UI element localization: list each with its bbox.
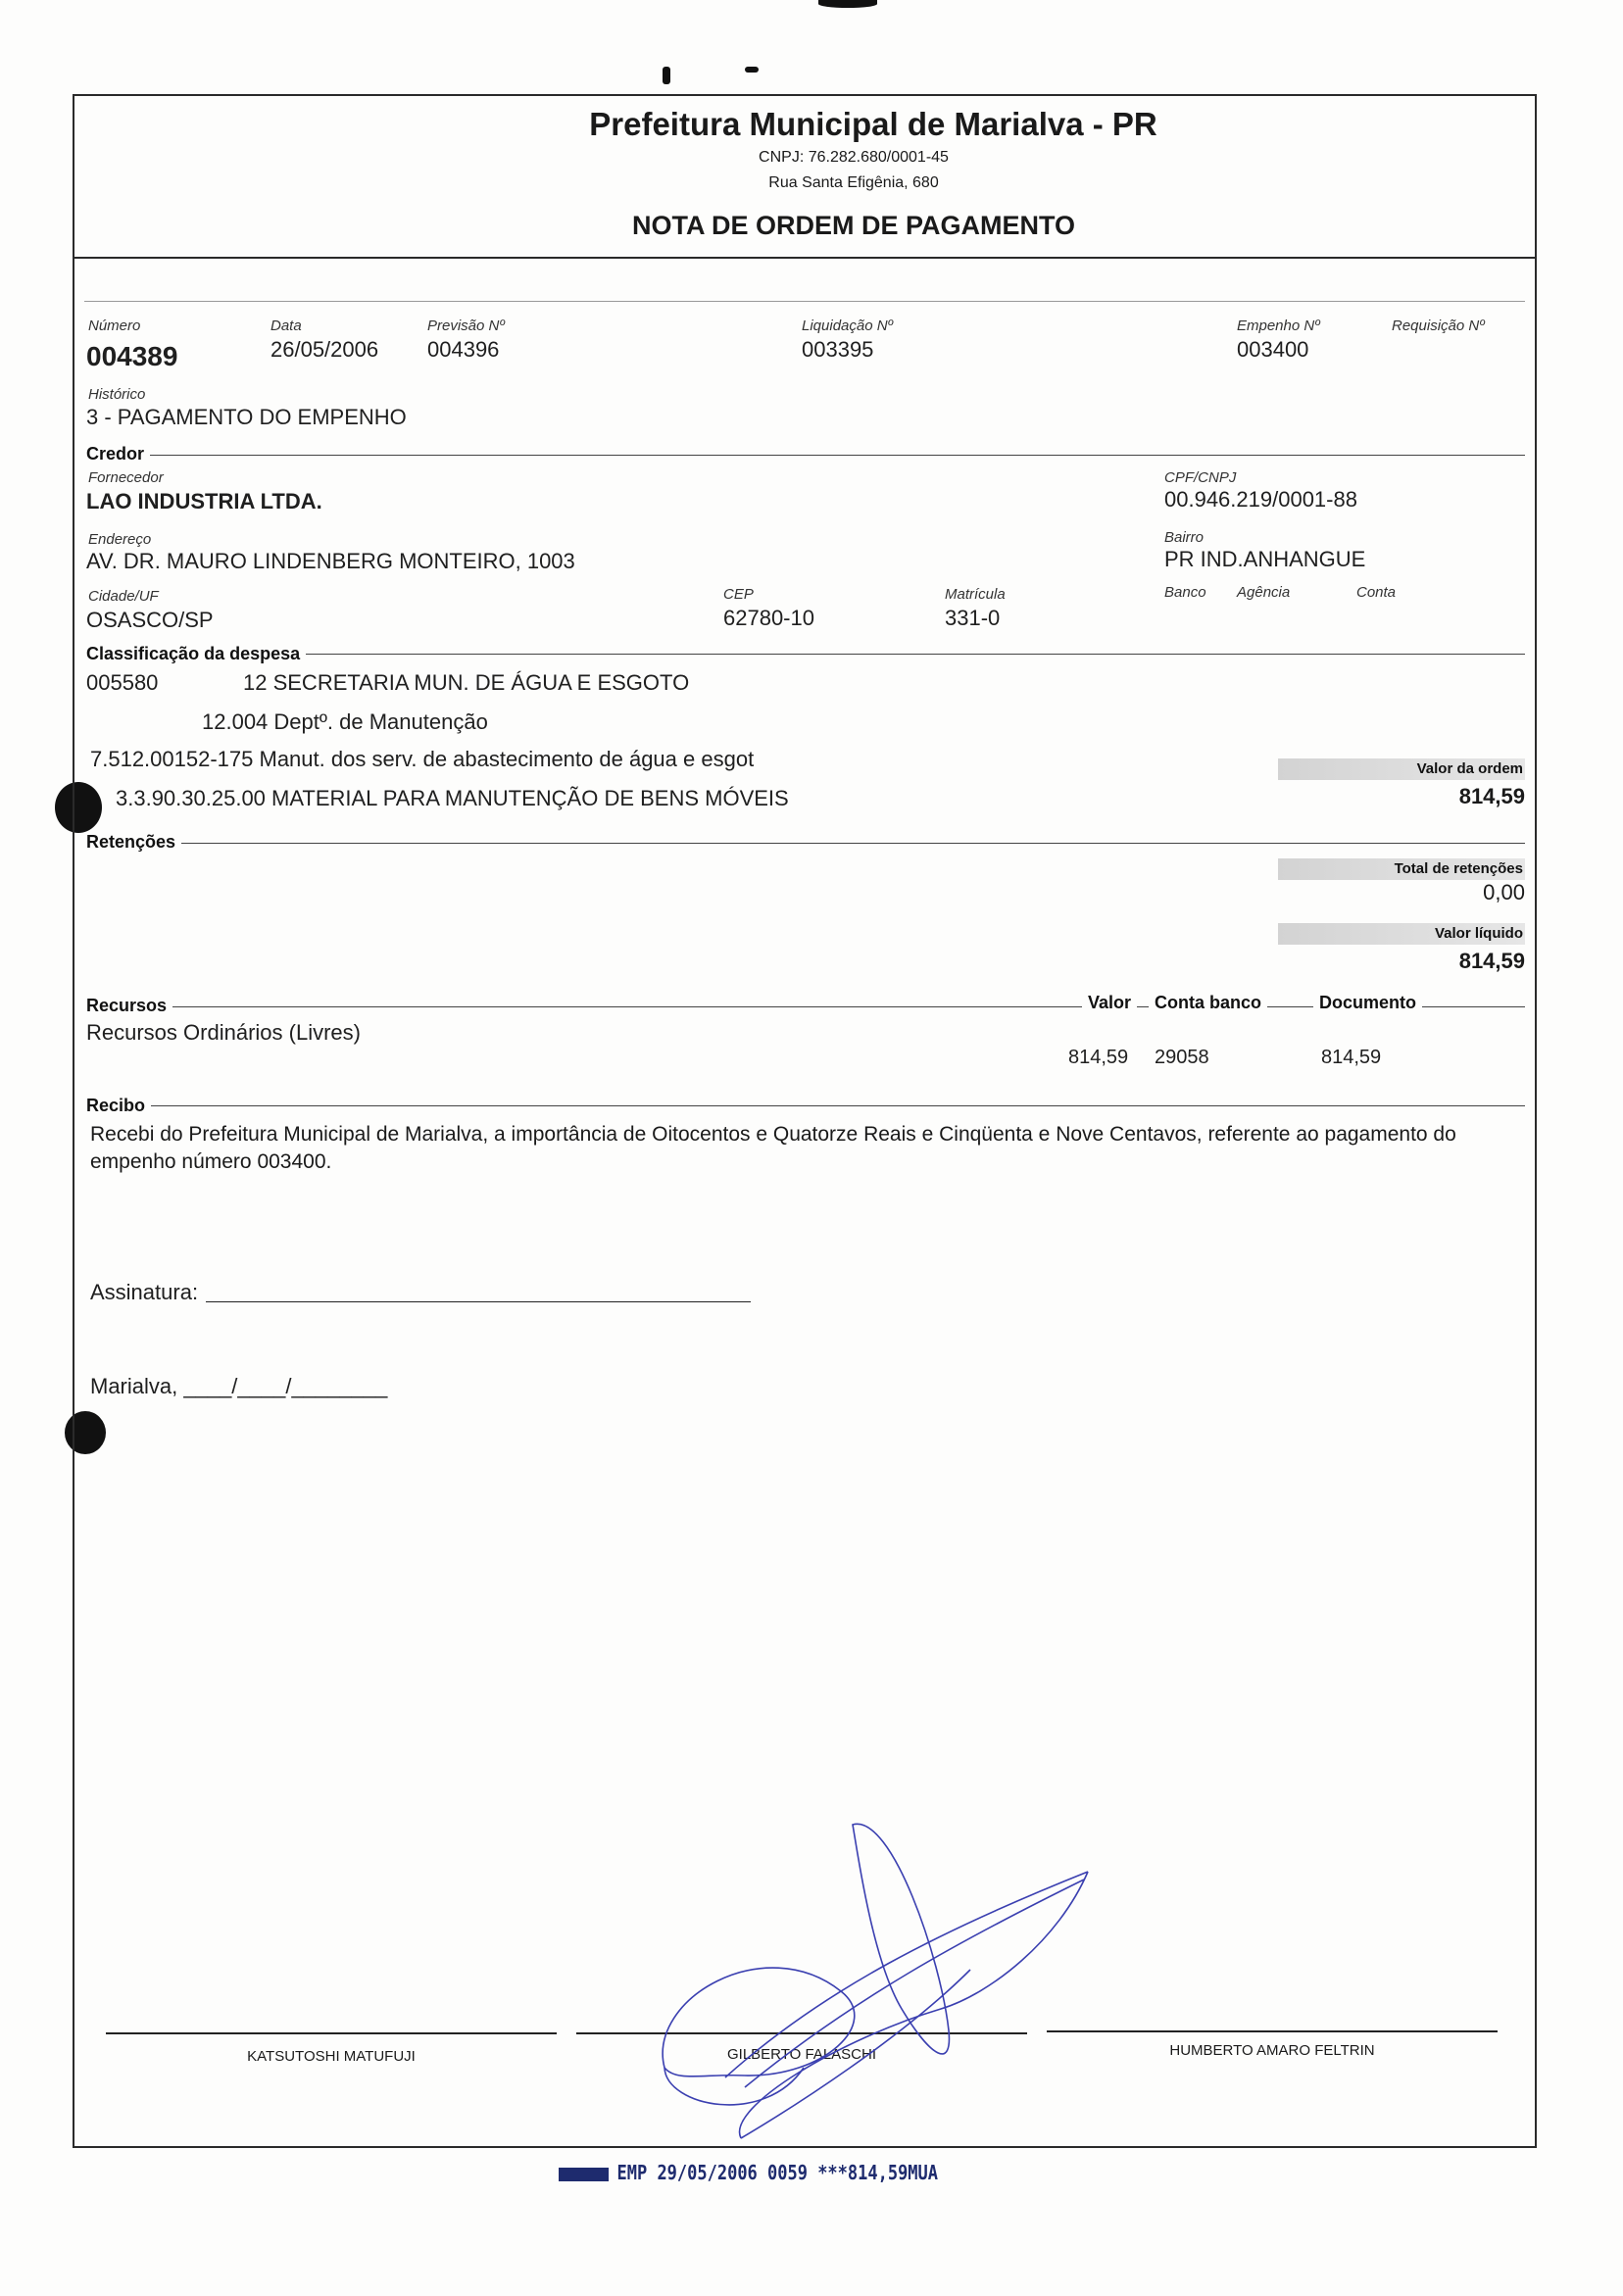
banco-label: Banco [1164, 584, 1206, 601]
classificacao-section-title: Classificação da despesa [86, 644, 306, 664]
cidade-label: Cidade/UF [88, 588, 159, 605]
cep-value: 62780-10 [723, 606, 814, 630]
retencoes-total-value: 0,00 [1483, 880, 1525, 904]
fornecedor-label: Fornecedor [88, 469, 164, 486]
credor-section-title: Credor [86, 444, 150, 464]
bairro-label: Bairro [1164, 529, 1205, 546]
handwritten-signature [647, 1813, 1107, 2156]
valor-liquido-value: 814,59 [1458, 949, 1525, 973]
classificacao-line-1: 12 SECRETARIA MUN. DE ÁGUA E ESGOTO [243, 670, 690, 695]
credor-rule [86, 455, 1525, 456]
recibo-rule [86, 1105, 1525, 1106]
endereco-value: AV. DR. MAURO LINDENBERG MONTEIRO, 1003 [86, 549, 575, 573]
classificacao-code: 005580 [86, 670, 159, 695]
classificacao-line-2: 12.004 Deptº. de Manutenção [202, 709, 488, 734]
retencoes-section-title: Retenções [86, 832, 181, 853]
document-header [74, 96, 1535, 257]
bairro-value: PR IND.ANHANGUE [1164, 547, 1366, 571]
numero-value: 004389 [86, 341, 178, 371]
data-value: 26/05/2006 [270, 337, 379, 362]
retencoes-rule [86, 843, 1525, 844]
scan-mark [663, 67, 670, 84]
conta-label: Conta [1356, 584, 1397, 601]
recursos-conta-header: Conta banco [1149, 993, 1267, 1013]
recibo-text: Recebi do Prefeitura Municipal de Marialva, a importância de Oitocentos e Quatorze Reais e Cinqüenta e Nove Centavos, referente ao pagamento do empenho número 003400. [90, 1123, 1456, 1173]
assinatura-label: Assinatura: [90, 1280, 199, 1304]
fornecedor-value: LAO INDUSTRIA LTDA. [86, 489, 322, 513]
signature-name-3: HUMBERTO AMARO FELTRIN [1169, 2042, 1375, 2059]
agencia-label: Agência [1237, 584, 1291, 601]
recursos-rule [86, 1006, 1525, 1007]
empenho-value: 003400 [1237, 337, 1309, 362]
numero-label: Número [88, 318, 141, 334]
stamp-text: EMP 29/05/2006 0059 ***814,59MUA [616, 2161, 939, 2184]
signature-line-3 [1047, 2030, 1498, 2032]
recibo-section-title: Recibo [86, 1096, 151, 1116]
valor-ordem-value: 814,59 [1458, 784, 1525, 808]
previsao-value: 004396 [427, 337, 500, 362]
recursos-descricao: Recursos Ordinários (Livres) [86, 1020, 361, 1045]
recursos-documento: 814,59 [1321, 1047, 1382, 1068]
historico-value: 3 - PAGAMENTO DO EMPENHO [86, 405, 407, 429]
empenho-label: Empenho Nº [1237, 318, 1320, 334]
signature-line-1 [106, 2032, 557, 2034]
recursos-valor-header: Valor [1082, 993, 1137, 1013]
previsao-label: Previsão Nº [427, 318, 505, 334]
retencoes-total-label: Total de retenções [1394, 860, 1523, 877]
header-divider [73, 257, 1537, 259]
cidade-value: OSASCO/SP [86, 608, 214, 632]
liquidacao-value: 003395 [802, 337, 874, 362]
header-divider-thin [84, 301, 1525, 302]
valor-liquido-label: Valor líquido [1434, 925, 1523, 942]
document-title: NOTA DE ORDEM DE PAGAMENTO [631, 211, 1075, 240]
recursos-section-title: Recursos [86, 996, 172, 1016]
recursos-documento-header: Documento [1313, 993, 1422, 1013]
data-label: Data [270, 318, 302, 334]
cpf-label: CPF/CNPJ [1164, 469, 1237, 486]
assinatura-line [206, 1301, 751, 1302]
scan-mark [818, 0, 877, 8]
signature-name-1: KATSUTOSHI MATUFUJI [247, 2048, 416, 2065]
matricula-value: 331-0 [945, 606, 1001, 630]
recursos-conta: 29058 [1155, 1047, 1209, 1068]
local-data-field: Marialva, ____/____/________ [90, 1374, 388, 1398]
scan-mark [745, 67, 759, 73]
stamp-logo-icon [559, 2168, 609, 2181]
valor-ordem-label: Valor da ordem [1416, 760, 1523, 777]
cpf-value: 00.946.219/0001-88 [1164, 487, 1357, 512]
cep-label: CEP [723, 586, 754, 603]
recursos-valor: 814,59 [1068, 1047, 1129, 1068]
matricula-label: Matrícula [945, 586, 1006, 603]
page-title: Prefeitura Municipal de Marialva - PR [589, 106, 1157, 142]
classificacao-line-4: 3.3.90.30.25.00 MATERIAL PARA MANUTENÇÃO DE BENS MÓVEIS [116, 786, 789, 810]
cnpj-text: CNPJ: 76.282.680/0001-45 [759, 149, 949, 166]
liquidacao-label: Liquidação Nº [802, 318, 894, 334]
historico-label: Histórico [88, 386, 146, 403]
endereco-label: Endereço [88, 531, 152, 548]
requisicao-label: Requisição Nº [1392, 318, 1485, 334]
address-text: Rua Santa Efigênia, 680 [768, 174, 939, 191]
processing-stamp [559, 2161, 938, 2184]
signature-name-2: GILBERTO FALASCHI [727, 2046, 876, 2063]
classificacao-line-3: 7.512.00152-175 Manut. dos serv. de abastecimento de água e esgot [90, 747, 755, 771]
